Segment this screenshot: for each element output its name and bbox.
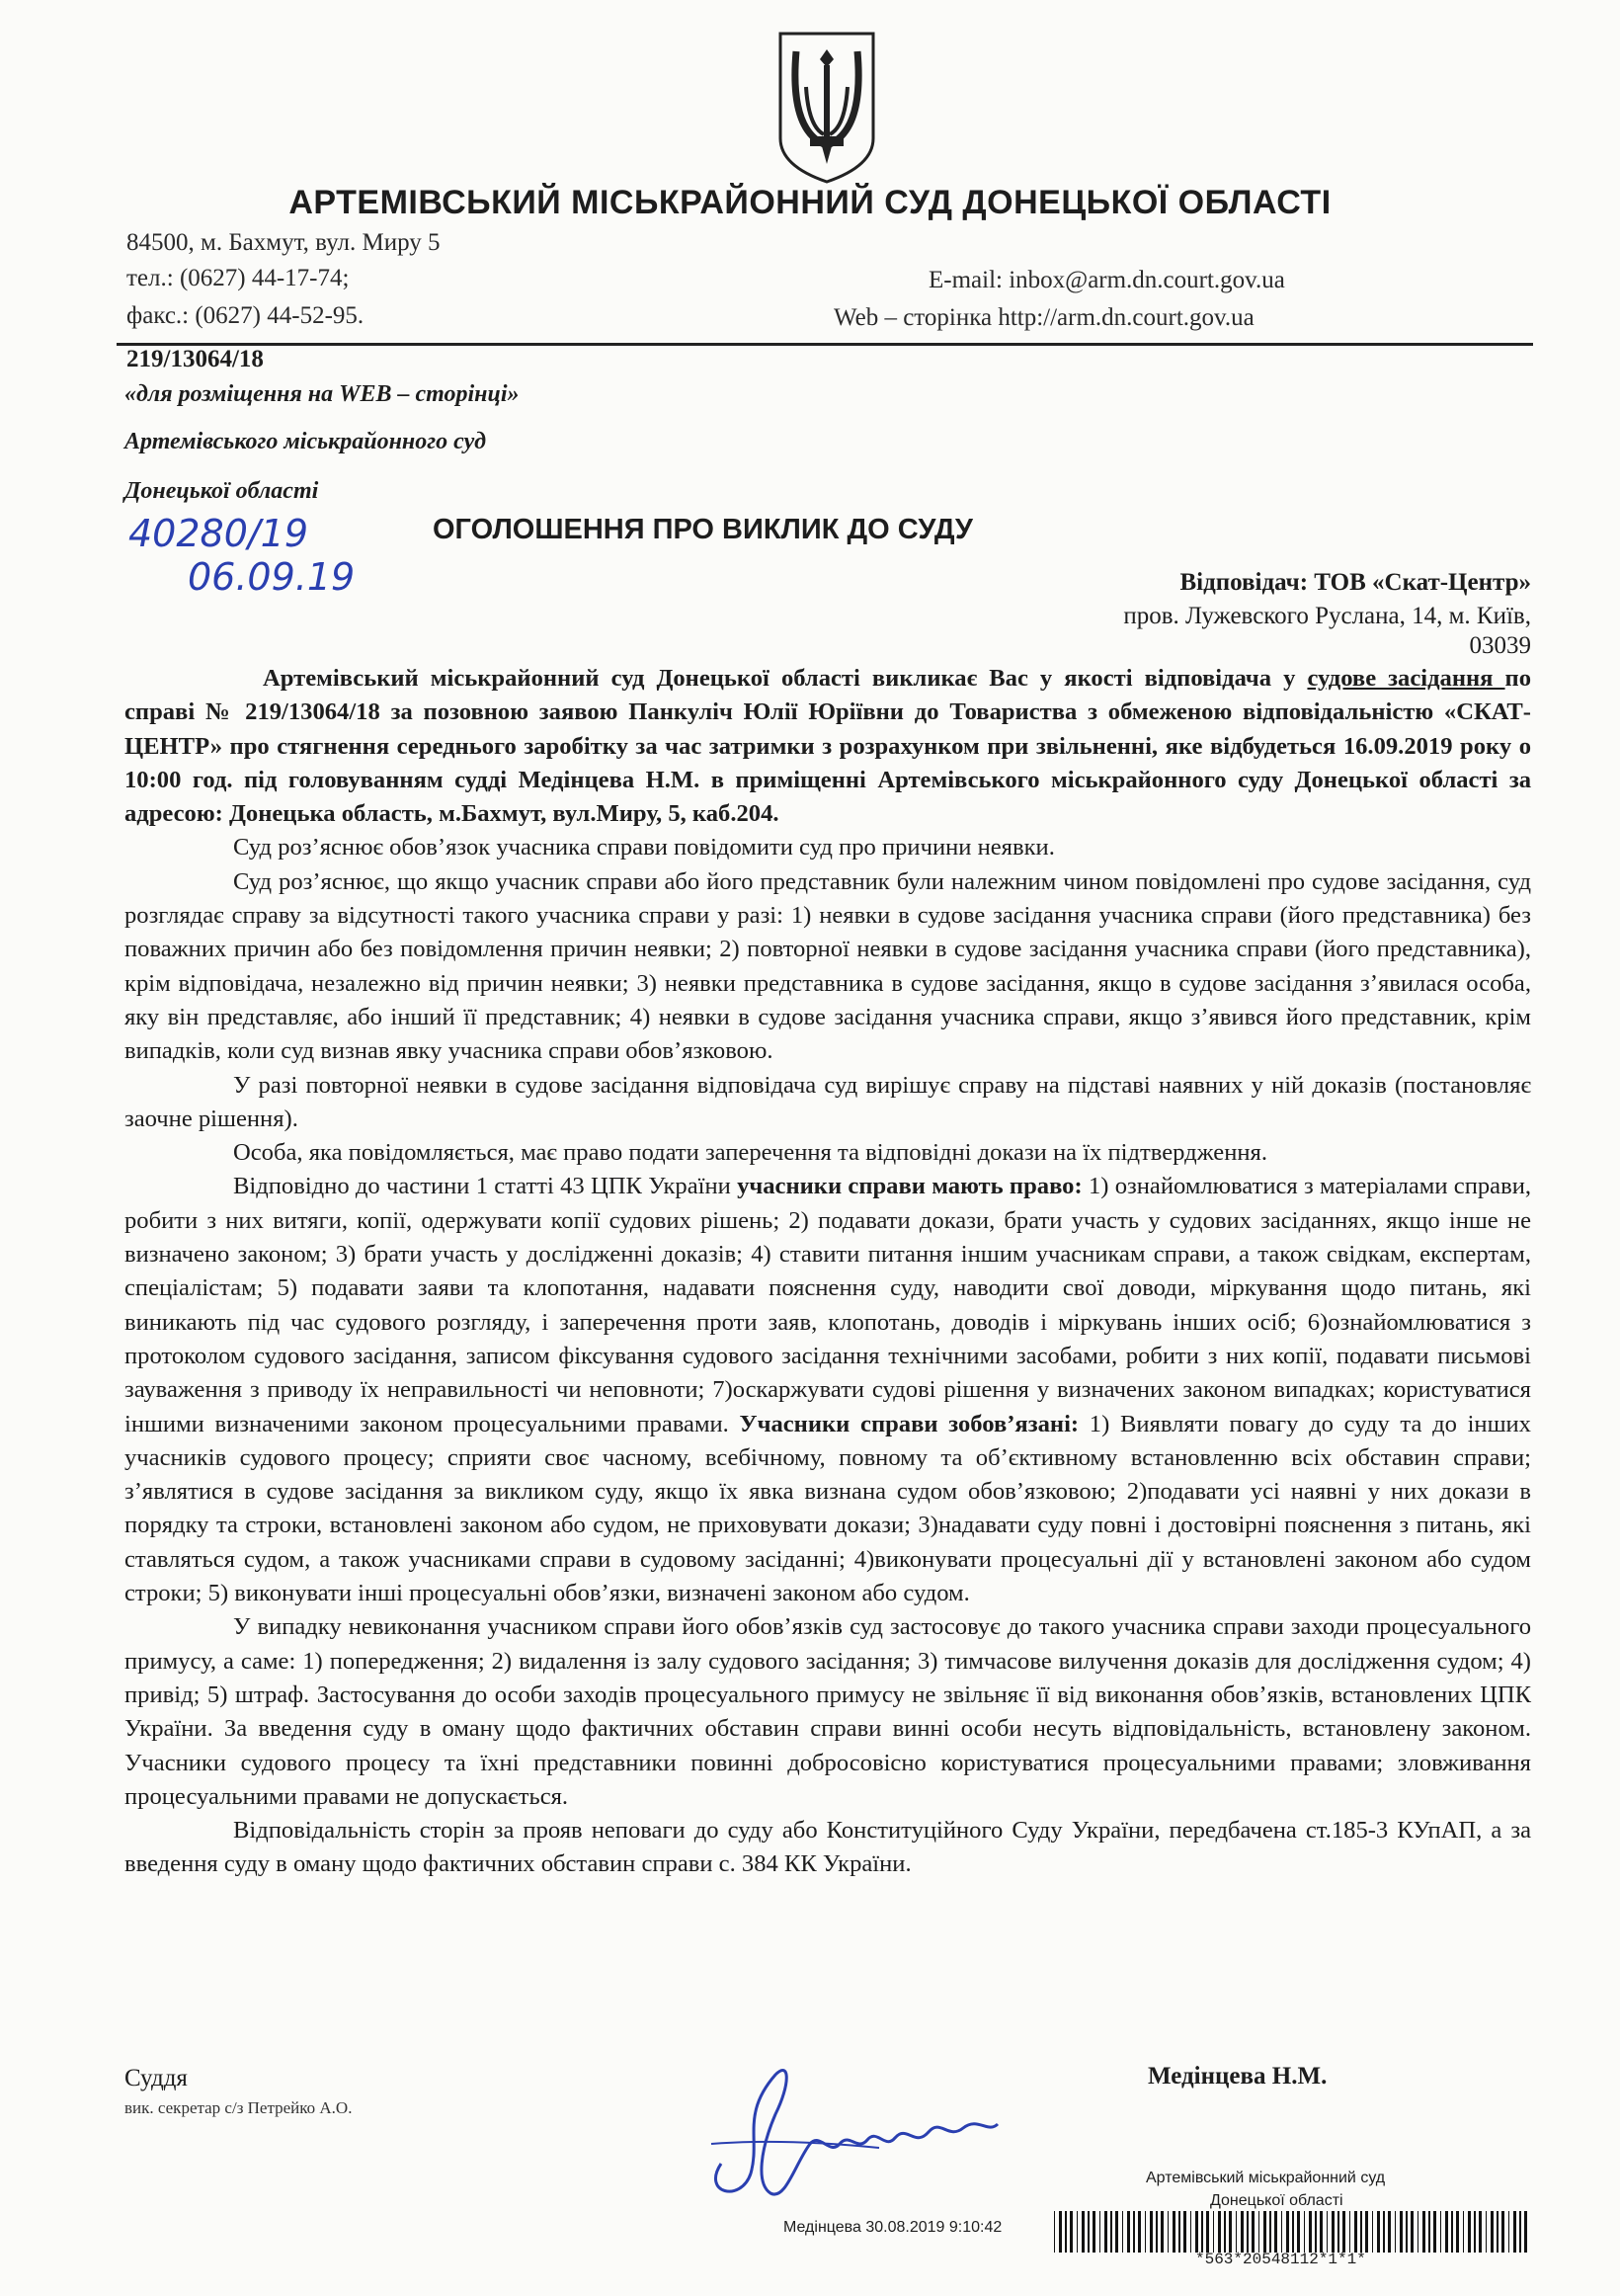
judge-label: Суддя [124, 2065, 188, 2091]
stamp-court-line1: Артемівський міськрайонний суд [1146, 2170, 1386, 2186]
barcode-number: *563*20548112*1*1* [1195, 2251, 1366, 2268]
respondent-zip: 03039 [1469, 632, 1531, 659]
paragraph-absence-reasons: Суд роз’яснює обов’язок учасника справи повідомити суд про причини неявки. [233, 834, 1055, 861]
respondent-label: Відповідач: ТОВ «Скат-Центр» [1179, 569, 1531, 596]
court-name-line1: Артемівського міськрайонного суд [124, 429, 487, 454]
announcement-title: ОГОЛОШЕННЯ ПРО ВИКЛИК ДО СУДУ [433, 514, 973, 545]
court-address: 84500, м. Бахмут, вул. Миру 5 [126, 229, 441, 256]
court-fax: факс.: (0627) 44-52-95. [126, 302, 364, 329]
case-number: 219/13064/18 [126, 346, 264, 372]
paragraph-repeated-absence: У разі повторної неявки в судове засідання відповідача суд вирішує справу на підставі наявних у ній доказів (постановляє заочне рішення). [124, 1071, 1531, 1132]
stamp-datetime: Медінцева 30.08.2019 9:10:42 [783, 2219, 1003, 2236]
announcement-body [124, 662, 1531, 1882]
handwritten-registration-number: 40280/19 [128, 512, 309, 555]
paragraph-absence-consequences: Суд роз’яснює, що якщо учасник справи або його представник були належним чином повідомлені про судове засідання, суд розглядає справу за відсутності такого учасника справи у разі: 1) неявки в судове засідання учасника справи (його представника) без поважних причин або без повідомлення причин неявки; 2) повторної неявки в судове засідання учасника справи (його представника), крім відповідача, незалежно від причин неявки; 3) неявки представника в судове засідання, якщо в судове засідання з’явилася особа, яку він представляє, або інший її представник; 4) неявки в судове засідання учасника справи, якщо з’явився його представник, крім випадків, коли суд визнав явку учасника справи обов’язковою. [124, 867, 1531, 1065]
stamp-court-line2: Донецької області [1210, 2192, 1343, 2209]
web-placement-note: «для розміщення на WEB – сторінці» [124, 381, 520, 407]
paragraph-liability: Відповідальність сторін за прояв неповаги до суду або Конституційного Суду України, передбачена ст.185-3 КУпАП, а за введення суду в оману щодо фактичних обставин справи с. 384 КК України. [124, 1817, 1531, 1878]
paragraph-right-to-object: Особа, яка повідомляється, має право подати заперечення та відповідні докази на їх підтвердження. [233, 1139, 1267, 1167]
court-web: Web – сторінка http://arm.dn.court.gov.ua [834, 304, 1255, 331]
court-title: АРТЕМІВСЬКИЙ МІСЬКРАЙОННИЙ СУД ДОНЕЦЬКОЇ ОБЛАСТІ [288, 184, 1332, 221]
summons-paragraph: Артемівський міськрайонний суд Донецької області викликає Вас у якості відповідача у судове засідання по справі № 219/13064/18 за позовною заявою Панкуліч Юлії Юріївни до Товариства з обмеженою відповідальністю «СКАТ-ЦЕНТР» про стягнення середнього заробітку за час затримки з розрахунком при звільненні, яке відбудеться 16.09.2019 року о 10:00 год. під головуванням судді Медінцева Н.М. в приміщенні Артемівського міськрайонного суду Донецької області за адресою: Донецька область, м.Бахмут, вул.Миру, 5, каб.204. [124, 665, 1531, 828]
handwritten-signature [682, 2045, 1008, 2213]
court-name-line2: Донецької області [124, 478, 319, 504]
paragraph-coercion-measures: У випадку невиконання учасником справи його обов’язків суд застосовує до такого учасника справи заходи процесуального примусу, а саме: 1) попередження; 2) видалення із залу судового засідання; 3) тимчасове вилучення доказів для дослідження судом; 4) привід; 5) штраф. Застосування до особи заходів процесуального примусу не звільняє її від виконання обов’язків, встановлених ЦПК України. За введення суду в оману щодо фактичних обставин справи винні особи несуть відповідальність, встановлену законом. Учасники судового процесу та їхні представники повинні добросовісно користуватися процесуальними правами; зловживання процесуальними правами не допускається. [124, 1613, 1531, 1810]
paragraph-rights-and-duties: Відповідно до частини 1 статті 43 ЦПК України учасники справи мають право: 1) ознайомлюватися з матеріалами справи, робити з них витяги, копії, одержувати копії судових рішень; 2) подавати докази, брати участь у судових засіданнях, якщо інше не визначено законом; 3) брати участь у дослідженні доказів; 4) ставити питання іншим учасникам справи, а також свідкам, експертам, спеціалістам; 5) подавати заяви та клопотання, надавати пояснення суду, наводити свої доводи, міркування щодо питань, які виникають під час судового розгляду, і заперечення проти заяв, клопотань, доводів і міркувань інших осіб; 6)ознайомлюватися з протоколом судового засідання, записом фіксування судового засідання технічними засобами, робити з них копії, подавати письмові зауваження з приводу їх неправильності чи неповноти; 7)оскаржувати судові рішення у визначених законом випадках; користуватися іншими визначеними законом процесуальними правами. Учасники справи зобов’язані: 1) Виявляти повагу до суду та до інших учасників судового процесу; сприяти своє часному, всебічному, повному та об’єктивному встановленню всіх обставин справи; з’являтися в судове засідання за викликом суду, якщо їх явка визнана судом обов’язковою; 2)подавати усі наявні у них докази в порядку та строки, встановлені законом або судом, не приховувати докази; 3)надавати суду повні і достовірні пояснення з питань, які ставляться судом, а також учасниками справи в судовому засіданні; 4)виконувати процесуальні дії у встановлені законом або судом строки; 5) виконувати інші процесуальні обов’язки, визначені законом або судом. [124, 1173, 1532, 1607]
respondent-address: пров. Лужевского Руслана, 14, м. Київ, [1123, 603, 1531, 629]
judge-name: Медінцева Н.М. [1148, 2063, 1328, 2090]
court-email: E-mail: inbox@arm.dn.court.gov.ua [929, 267, 1285, 293]
header-divider [117, 343, 1533, 346]
court-phone: тел.: (0627) 44-17-74; [126, 265, 350, 291]
handwritten-date: 06.09.19 [188, 555, 356, 599]
barcode [1054, 2211, 1534, 2253]
secretary-line: вик. секретар с/з Петрейко А.О. [124, 2098, 353, 2117]
trident-emblem-icon [772, 28, 881, 186]
